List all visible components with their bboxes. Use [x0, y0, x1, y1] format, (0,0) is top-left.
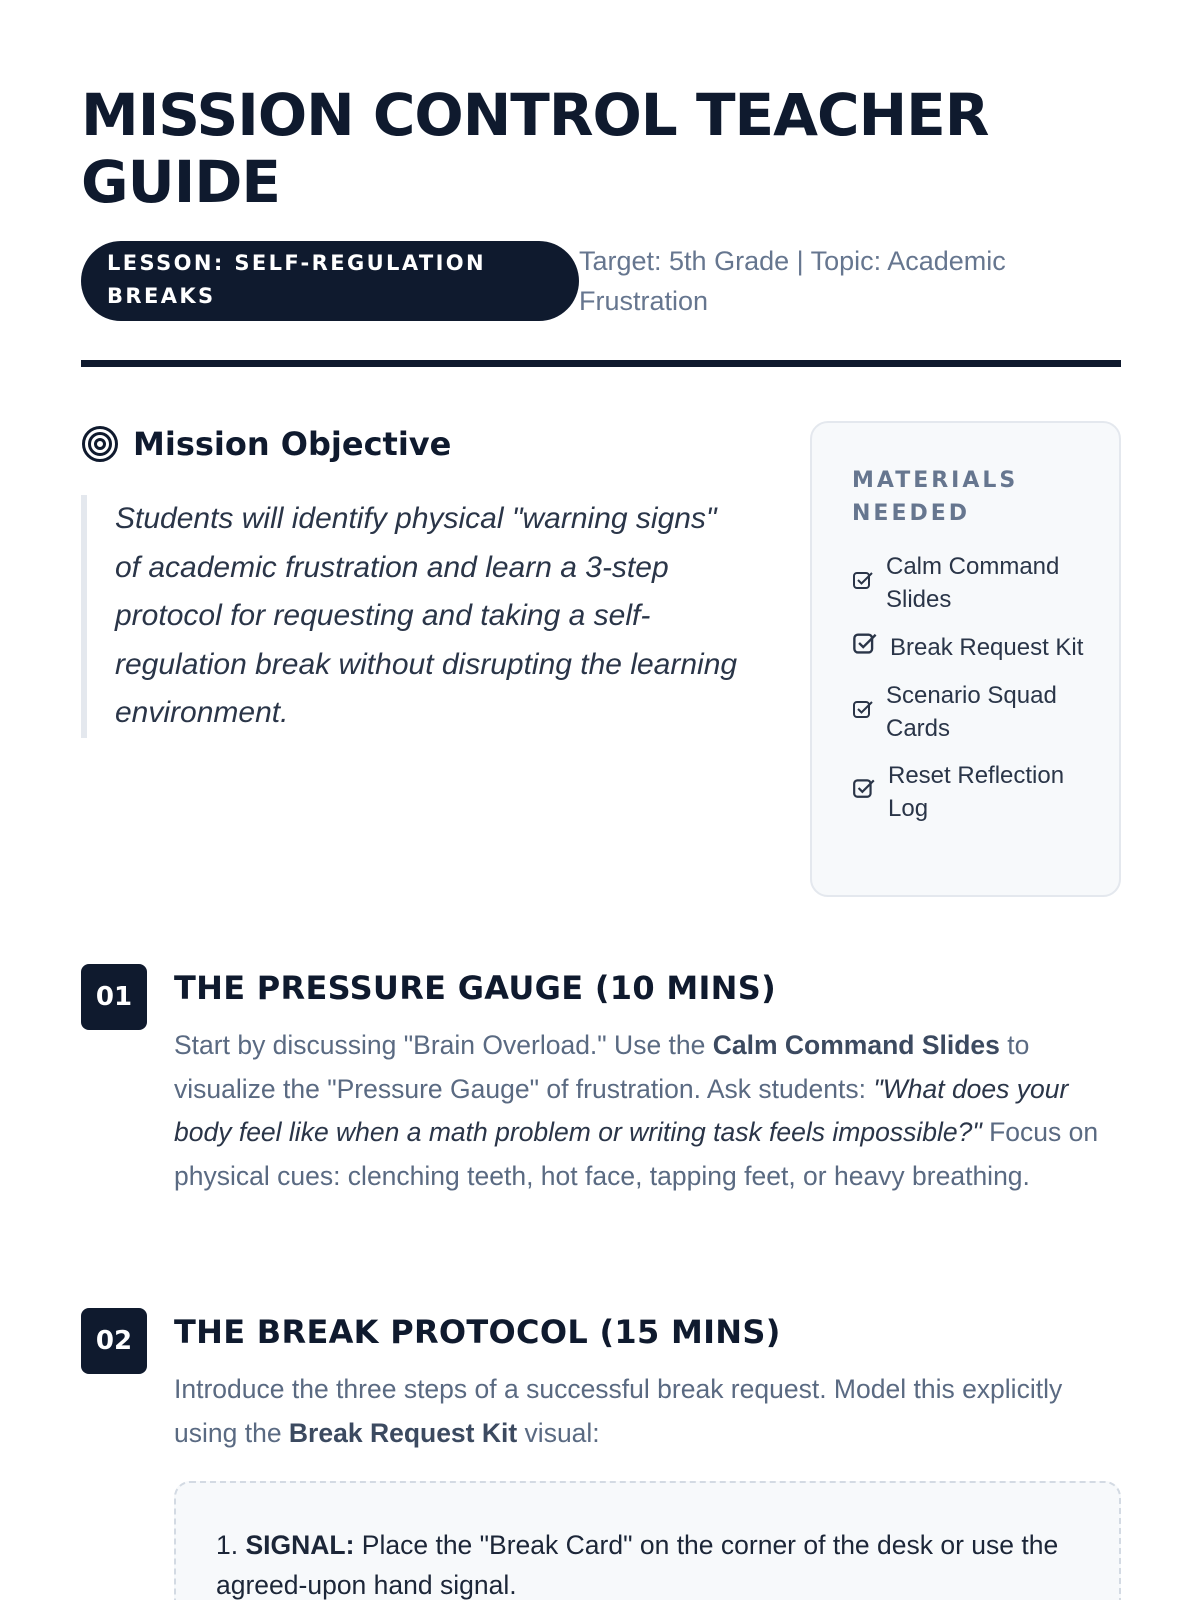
step-text: visual: — [517, 1417, 600, 1448]
step-title: THE PRESSURE GAUGE (10 MINS) — [174, 969, 777, 1007]
checkbox-icon — [852, 630, 878, 665]
checkbox-icon — [852, 776, 876, 809]
step-description — [174, 1024, 1121, 1198]
teacher-guide-page — [81, 0, 1121, 1600]
protocol-step: 1. SIGNAL: Place the "Break Card" on the corner of the desk or use the agreed-upon hand signal. — [216, 1530, 1059, 1600]
material-reference: Calm Command Slides — [712, 1030, 1000, 1060]
materials-item-label: Calm Command Slides — [886, 553, 1060, 613]
target-icon — [81, 425, 119, 463]
step-description — [174, 1368, 1121, 1455]
header-divider — [81, 360, 1121, 367]
page-title: MISSION CONTROL TEACHER GUIDE — [81, 81, 989, 216]
checkbox-icon — [852, 696, 874, 729]
objective-text: Students will identify physical "warning signs" of academic frustration and learn a 3-step protocol for requesting and taking a self-regulation break without disrupting the learning environment. — [81, 495, 749, 738]
materials-item-label: Break Request Kit — [890, 634, 1084, 661]
materials-item-label: Reset Reflection Log — [888, 762, 1065, 822]
protocol-step-label: SIGNAL — [245, 1530, 346, 1560]
lesson-badge: LESSON: SELF-REGULATION BREAKS — [81, 241, 579, 321]
step-text: Start by discussing "Brain Overload." Use the — [174, 1030, 713, 1060]
step-text: Focus on physical cues: clenching teeth, hot face, tapping feet, or heavy breathing. — [174, 1117, 1099, 1191]
materials-item-label: Scenario Squad Cards — [886, 682, 1057, 742]
target-topic-line: Target: 5th Grade | Topic: Academic Frustration — [579, 246, 1006, 316]
step-text: Introduce the three steps of a successful break request. Model this explicitly using the — [174, 1374, 1063, 1448]
materials-item — [852, 759, 1089, 825]
protocol-step-text: Place the "Break Card" on the corner of the desk or use the agreed-upon hand signal. — [216, 1530, 1059, 1600]
step-number-badge: 02 — [81, 1308, 147, 1374]
discussion-question: "What does your body feel like when a math problem or writing task feels impossible?" — [174, 1073, 1069, 1147]
materials-item — [852, 550, 1089, 616]
objective-header — [81, 420, 451, 468]
materials-title: MATERIALS NEEDED — [852, 468, 1019, 526]
objective-title: Mission Objective — [133, 425, 452, 463]
step-title: THE BREAK PROTOCOL (15 MINS) — [174, 1313, 781, 1351]
protocol-step-number: 1. — [216, 1530, 239, 1560]
step-text: to visualize the "Pressure Gauge" of frustration. Ask students: — [174, 1030, 1030, 1104]
protocol-steps-box — [174, 1481, 1121, 1600]
materials-item — [852, 679, 1089, 745]
material-reference: Break Request Kit — [288, 1417, 518, 1448]
step-number-badge: 01 — [81, 964, 147, 1030]
checkbox-icon — [852, 567, 874, 600]
materials-panel — [810, 421, 1121, 897]
materials-item — [852, 630, 1089, 665]
